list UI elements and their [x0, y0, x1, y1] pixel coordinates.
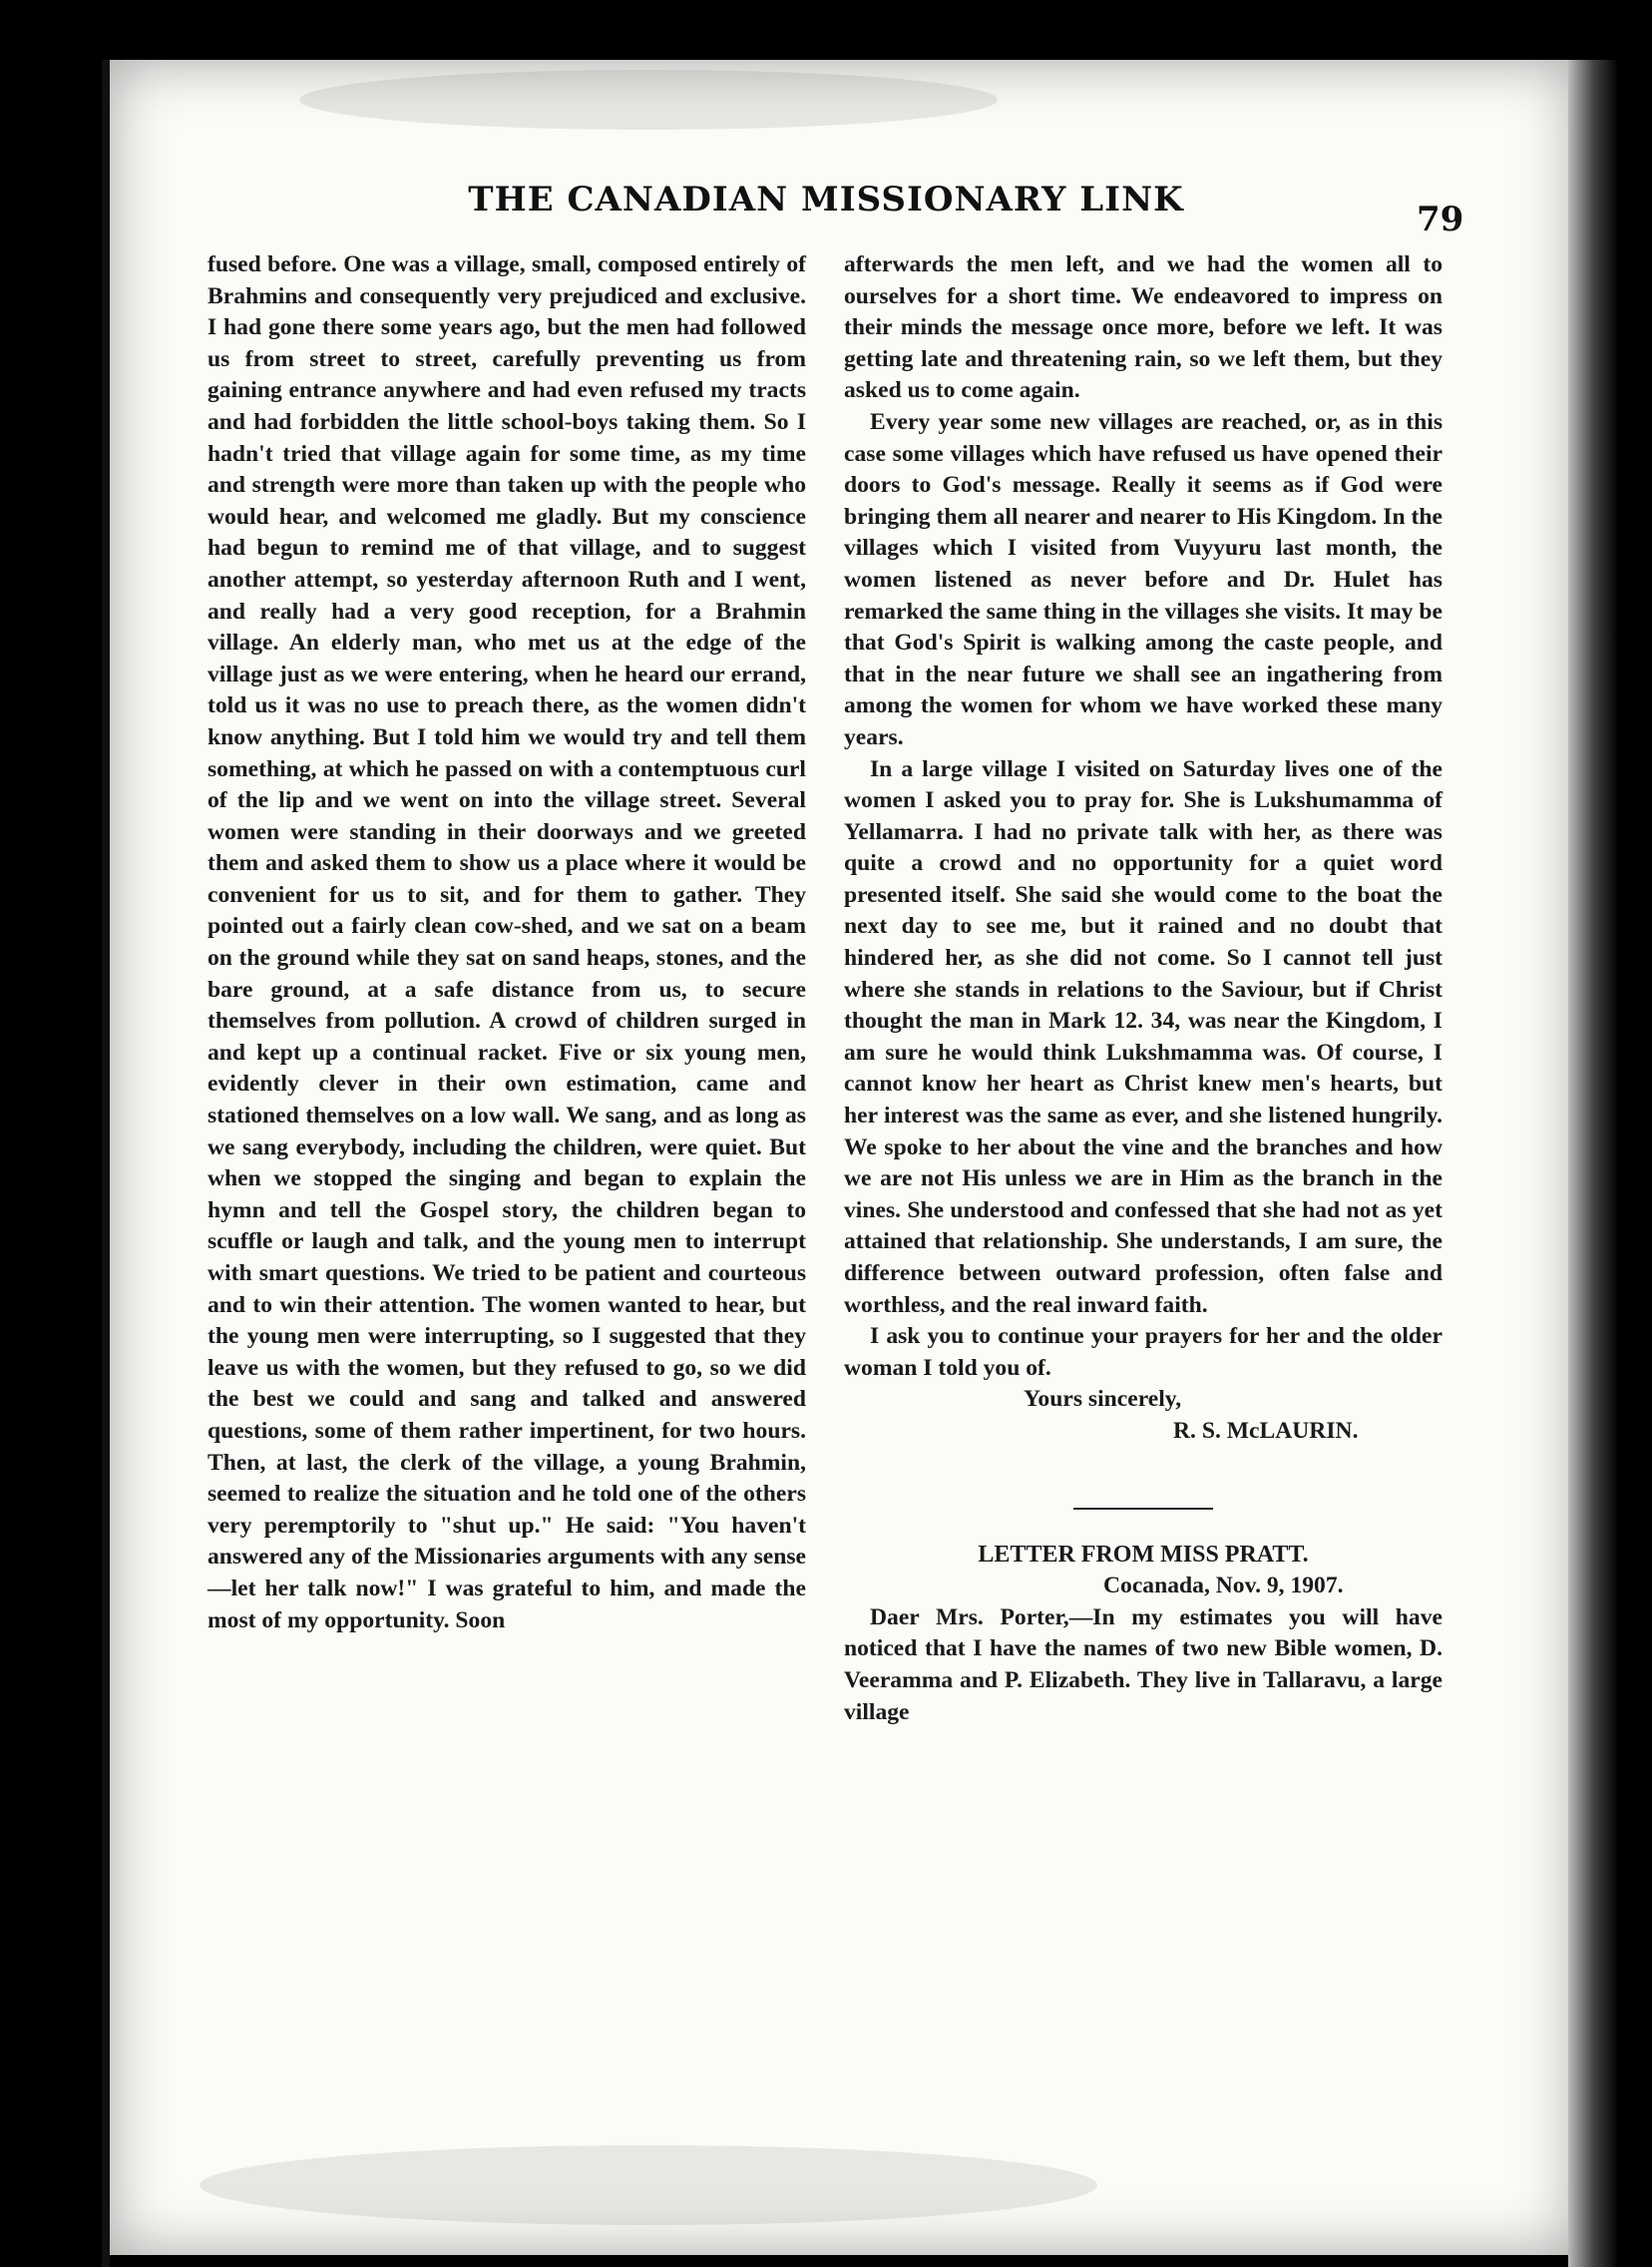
- binding-edge: [102, 60, 110, 2267]
- body-paragraph: In a large village I visited on Saturday lives one of the women I asked you to pray for. She is Lukshumamma of Yellamarra. I had no private talk with her, as there was quite a crowd and no opportunity for a quiet word presented itself. She said she would come to the boat the next day to see me, but it rained and no doubt that hindered her, as she did not come. So I cannot tell just where she stands in relations to the Saviour, but if Christ thought the man in Mark 12. 34, was near the Kingdom, I am sure he would think Lukshmamma was. Of course, I cannot know her heart as Christ knew men's hearts, but her interest was the same as ever, and she listened hungrily. We spoke to her about the vine and the branches and how we are not His unless we are in Him as the branch in the vines. She understood and confessed that she had not as yet attained that relationship. She understands, I am sure, the difference between outward profession, often false and worthless, and the real inward faith.: [844, 755, 1443, 1318]
- letter-dateline: Cocanada, Nov. 9, 1907.: [1103, 1573, 1344, 1599]
- section-heading: LETTER FROM MISS PRATT.: [978, 1541, 1309, 1568]
- scan-smudge: [299, 70, 998, 130]
- letter-closing: Yours sincerely,: [1024, 1386, 1182, 1413]
- body-paragraph: Every year some new villages are reached, or, as in this case some villages which have refused us have opened their doors to God's message. Really it seems as if God were bringing them all nearer and nearer to His Kingdom. In the villages which I visited from Vuyyuru last month, the women listened as never before and Dr. Hulet has remarked the same thing in the villages she visits. It may be that God's Spirit is walking among the caste people, and that in the near future we shall see an ingathering from among the women for whom we have worked these many years.: [844, 408, 1443, 750]
- page-number: 79: [1417, 200, 1464, 239]
- letter-signature: R. S. McLAURIN.: [1173, 1417, 1359, 1444]
- right-column: [844, 249, 1443, 1728]
- page-edge-shadow: [1568, 60, 1652, 2267]
- scan-smudge: [200, 2145, 1097, 2225]
- running-header: THE CANADIAN MISSIONARY LINK: [468, 180, 1184, 220]
- section-divider: [1073, 1508, 1213, 1510]
- body-paragraph: I ask you to continue your prayers for her and the older woman I told you of.: [844, 1323, 1443, 1381]
- left-column: [207, 249, 806, 1636]
- body-paragraph: Daer Mrs. Porter,—In my estimates you will have noticed that I have the names of two new Bible women, D. Veeramma and P. Elizabeth. They live in Tallaravu, a large village: [844, 1603, 1443, 1725]
- body-paragraph: fused before. One was a village, small, composed entirely of Brahmins and consequently very prejudiced and exclusive. I had gone there some years ago, but the men had followed us from street to street, carefully preventing us from gaining entrance anywhere and had even refused my tracts and had forbidden the little school-boys taking them. So I hadn't tried that village again for some time, as my time and strength were more than taken up with the people who would hear, and welcomed me gladly. But my conscience had begun to remind me of that village, and to suggest another attempt, so yesterday afternoon Ruth and I went, and really had a very good reception, for a Brahmin village. An elderly man, who met us at the edge of the village just as we were entering, when he heard our errand, told us it was no use to preach there, as the women didn't know anything. But I told him we would try and tell them something, at which he passed on with a contemptuous curl of the lip and we went on into the village street. Several women were standing in their doorways and we greeted them and asked them to show us a place where it would be convenient for us to sit, and for them to gather. They pointed out a fairly clean cow-shed, and we sat on a beam on the ground while they sat on sand heaps, stones, and the bare ground, at a safe distance from us, to secure themselves from pollution. A crowd of children surged in and kept up a continual racket. Five or six young men, evidently clever in their own estimation, came and stationed themselves on a low wall. We sang, and as long as we sang everybody, including the children, were quiet. But when we stopped the singing and began to explain the hymn and tell the Gospel story, the children began to scuffle or laugh and talk, and the young men to interrupt with smart questions. We tried to be patient and courteous and to win their attention. The women wanted to hear, but the young men were interrupting, so I suggested that they leave us with the women, but they refused to go, so we did the best we could and sang and talked and answered questions, some of them rather impertinent, for two hours. Then, at last, the clerk of the village, a young Brahmin, seemed to realize the situation and he told one of the others very peremptorily to "shut up." He said: "You haven't answered any of the Missionaries arguments with any sense—let her talk now!" I was grateful to him, and made the most of my opportunity. Soon: [207, 251, 806, 1633]
- body-paragraph: afterwards the men left, and we had the women all to ourselves for a short time. We endeavored to impress on their minds the message once more, before we left. It was getting late and threatening rain, so we left them, but they asked us to come again.: [844, 251, 1443, 404]
